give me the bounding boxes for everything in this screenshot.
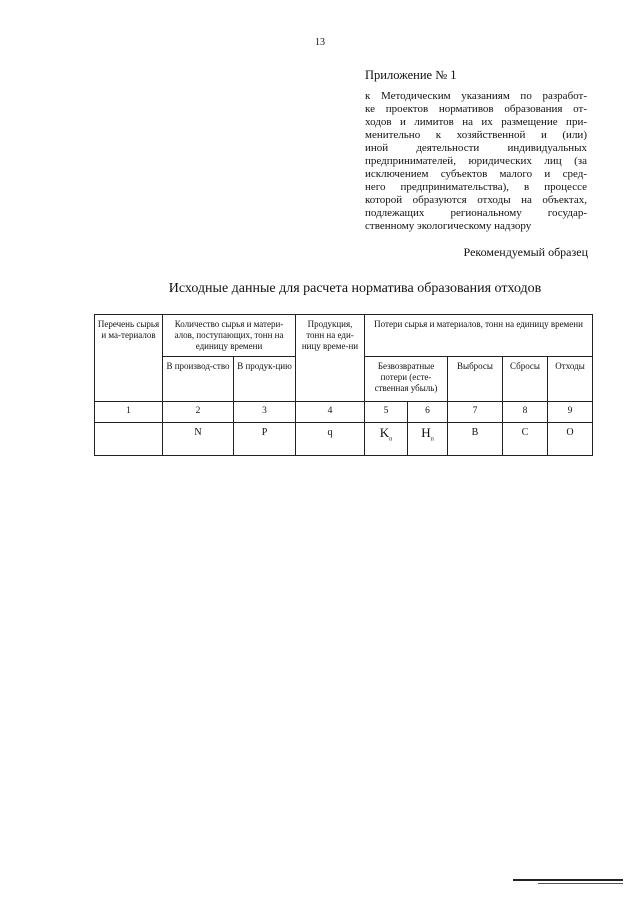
appendix-line: иной деятельности индивидуальных bbox=[365, 142, 587, 154]
appendix-line: ственному экологическому надзору bbox=[365, 220, 532, 232]
symbol-text: K bbox=[379, 425, 390, 440]
appendix-text bbox=[365, 90, 587, 233]
appendix-line: исключением субъектов малого и сред- bbox=[365, 168, 587, 180]
header-to-production: В производ-ство bbox=[163, 357, 234, 402]
column-number: 1 bbox=[95, 402, 163, 423]
header-waste: Отходы bbox=[548, 357, 593, 402]
symbol-cell: q bbox=[296, 423, 365, 456]
symbol-cell bbox=[408, 423, 448, 456]
symbol-text: Н bbox=[421, 425, 431, 440]
symbol-subscript: п bbox=[430, 436, 434, 443]
header-quantity: Количество сырья и матери-алов, поступающих, тонн на единицу времени bbox=[163, 315, 296, 357]
table-header-row bbox=[95, 315, 593, 357]
column-number: 7 bbox=[448, 402, 503, 423]
header-to-product: В продук-цию bbox=[234, 357, 296, 402]
appendix-line: предпринимателей, юридических лиц (за bbox=[365, 155, 587, 167]
source-data-table bbox=[94, 314, 593, 456]
appendix-line: которой образуются отходы на объектах, bbox=[365, 194, 587, 206]
column-number: 3 bbox=[234, 402, 296, 423]
sample-label: Рекомендуемый образец bbox=[463, 245, 588, 259]
appendix-line: него предпринимательства), в процессе bbox=[365, 181, 587, 193]
footer-divider bbox=[513, 879, 623, 881]
header-emissions: Выбросы bbox=[448, 357, 503, 402]
footer-divider bbox=[538, 883, 623, 884]
symbol-cell: P bbox=[234, 423, 296, 456]
symbol-cell: В bbox=[448, 423, 503, 456]
symbol-cell: N bbox=[163, 423, 234, 456]
appendix-line: менительно к хозяйственной и (или) bbox=[365, 129, 587, 141]
header-losses: Потери сырья и материалов, тонн на единицу времени bbox=[365, 315, 593, 357]
appendix-title: Приложение № 1 bbox=[365, 68, 457, 82]
symbol-cell: С bbox=[503, 423, 548, 456]
symbol-cell: О bbox=[548, 423, 593, 456]
document-title: Исходные данные для расчета норматива образования отходов bbox=[168, 281, 542, 296]
symbol-subscript: п bbox=[389, 436, 393, 443]
header-materials: Перечень сырья и ма-териалов bbox=[95, 315, 163, 402]
symbol-cell bbox=[365, 423, 408, 456]
appendix-line: ке проектов нормативов образования от- bbox=[365, 103, 587, 115]
column-number: 6 bbox=[408, 402, 448, 423]
appendix-line: к Методическим указаниям по разработ- bbox=[365, 90, 587, 102]
page-number: 13 bbox=[315, 37, 325, 48]
header-discharges: Сбросы bbox=[503, 357, 548, 402]
column-number: 2 bbox=[163, 402, 234, 423]
column-number: 9 bbox=[548, 402, 593, 423]
symbol-cell-empty bbox=[95, 423, 163, 456]
column-number: 5 bbox=[365, 402, 408, 423]
symbol-row bbox=[95, 423, 593, 456]
column-number: 8 bbox=[503, 402, 548, 423]
column-number: 4 bbox=[296, 402, 365, 423]
header-irrecoverable-losses: Безвозвратные потери (есте-ственная убыль) bbox=[365, 357, 448, 402]
appendix-line: ходов и лимитов на их размещение при- bbox=[365, 116, 587, 128]
appendix-line: подлежащих региональному государ- bbox=[365, 207, 587, 219]
header-output: Продукция, тонн на еди-ницу време-ни bbox=[296, 315, 365, 402]
column-number-row bbox=[95, 402, 593, 423]
